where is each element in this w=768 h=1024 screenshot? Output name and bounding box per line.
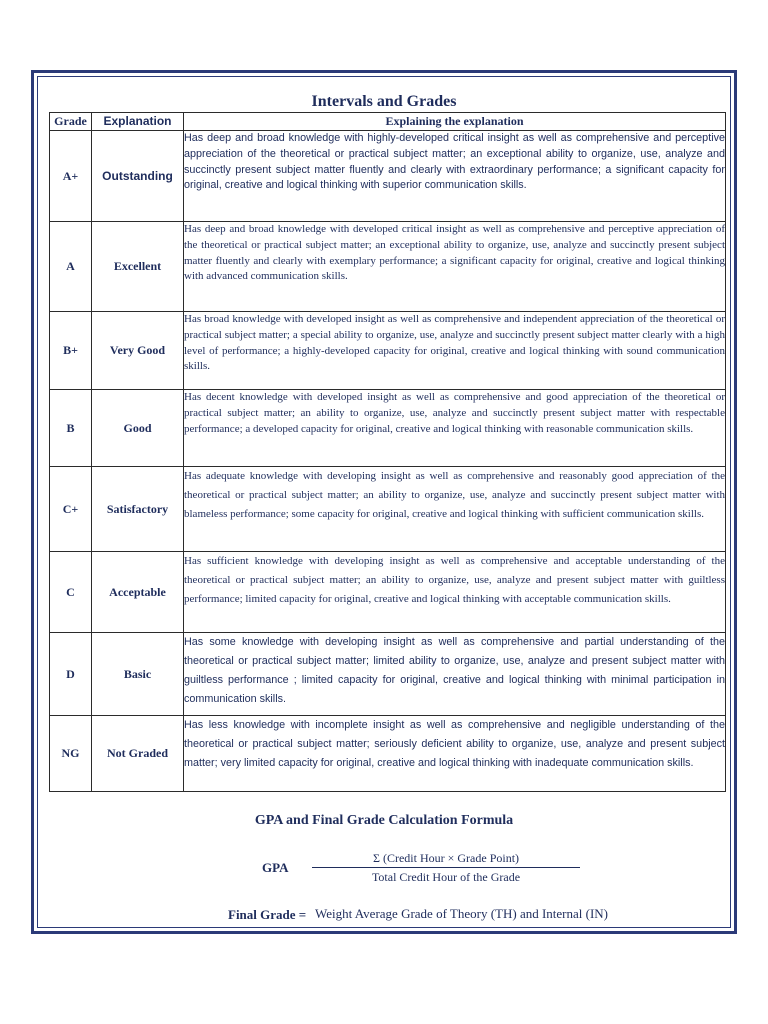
header-grade: Grade [50, 113, 92, 131]
table-row [50, 467, 726, 552]
grade-cell: B [50, 390, 92, 467]
label-cell: Not Graded [92, 716, 184, 792]
table-row [50, 716, 726, 792]
table-row [50, 390, 726, 467]
table-row [50, 633, 726, 716]
grade-cell: D [50, 633, 92, 716]
gpa-denominator: Total Credit Hour of the Grade [371, 870, 521, 884]
page-title: Intervals and Grades [311, 93, 457, 110]
final-grade-formula: Weight Average Grade of Theory (TH) and Internal (IN) [315, 906, 609, 921]
grade-cell: B+ [50, 312, 92, 390]
gpa-label: GPA [262, 860, 289, 875]
description-cell: Has broad knowledge with developed insight as well as comprehensive and independent appreciation of the theoretical or practical subject matter; a special ability to organize, use, analyze and succinctly present subject matter clearly with a high level of performance; a highly-developed capacity for original, creative and logical thinking with sound communication skills. [184, 312, 726, 390]
grade-cell: C+ [50, 467, 92, 552]
label-cell: Outstanding [92, 131, 184, 222]
description-cell: Has decent knowledge with developed insight as well as comprehensive and good appreciation of the theoretical or practical subject matter; an ability to organize, use, analyze and succinctly present subject matter with respectable performance; a developed capacity for original, creative and logical thinking with reasonable communication skills. [184, 390, 726, 467]
fraction-bar [312, 867, 580, 868]
grades-table [49, 112, 726, 792]
table-header-row [50, 113, 726, 131]
page-border [31, 70, 737, 934]
final-grade-label: Final Grade = [228, 907, 307, 922]
description-cell: Has less knowledge with incomplete insight as well as comprehensive and negligible understanding of the theoretical or practical subject matter; seriously deficient ability to organize, use, analyze and present subject matter; very limited capacity for original, creative and logical thinking with inadequate communication skills. [184, 716, 726, 792]
label-cell: Good [92, 390, 184, 467]
description-cell: Has some knowledge with developing insight as well as comprehensive and partial understanding of the theoretical or practical subject matter; limited ability to organize, use, analyze and present subject matter with guiltless performance ; limited capacity for original, creative and logical thinking with minimal participation in communication skills. [184, 633, 726, 716]
formula-title: GPA and Final Grade Calculation Formula [254, 813, 514, 828]
label-cell: Acceptable [92, 552, 184, 633]
description-cell: Has deep and broad knowledge with developed critical insight as well as comprehensive and perceptive appreciation of the theoretical or practical subject matter; an exceptional ability to organize, use, analyze and succinctly present subject matter fluently and clearly with exemplary performance; a significant capacity for original, creative and logical thinking with advanced communication skills. [184, 222, 726, 312]
label-cell: Basic [92, 633, 184, 716]
grade-cell: A [50, 222, 92, 312]
description-cell: Has adequate knowledge with developing insight as well as comprehensive and reasonably good appreciation of the theoretical or practical subject matter; an ability to organize, use, analyze and succinctly present subject matter with blameless performance; some capacity for original, creative and logical thinking with sufficient communication skills. [184, 467, 726, 552]
gpa-numerator: Σ (Credit Hour × Grade Point) [372, 851, 520, 865]
page-border-inner [37, 76, 731, 928]
description-cell: Has sufficient knowledge with developing insight as well as comprehensive and acceptable understanding of the theoretical or practical subject matter; an ability to organize, use, analyze and present subject matter with guiltless performance; limited capacity for original, creative and logical thinking with acceptable communication skills. [184, 552, 726, 633]
header-explanation: Explanation [92, 113, 184, 131]
label-cell: Satisfactory [92, 467, 184, 552]
table-row [50, 131, 726, 222]
table-row [50, 222, 726, 312]
label-cell: Very Good [92, 312, 184, 390]
header-full-explanation: Explaining the explanation [184, 113, 726, 131]
description-cell: Has deep and broad knowledge with highly-developed critical insight as well as comprehensive and perceptive appreciation of the theoretical or practical subject matter; an exceptional ability to organize, use, analyze and succinctly present subject matter fluently and clearly with extraordinary performance; a significant capacity for original, creative and logical thinking with superior communication skills. [184, 131, 726, 222]
grade-cell: NG [50, 716, 92, 792]
label-cell: Excellent [92, 222, 184, 312]
grade-cell: C [50, 552, 92, 633]
table-row [50, 312, 726, 390]
table-row [50, 552, 726, 633]
grade-cell: A+ [50, 131, 92, 222]
